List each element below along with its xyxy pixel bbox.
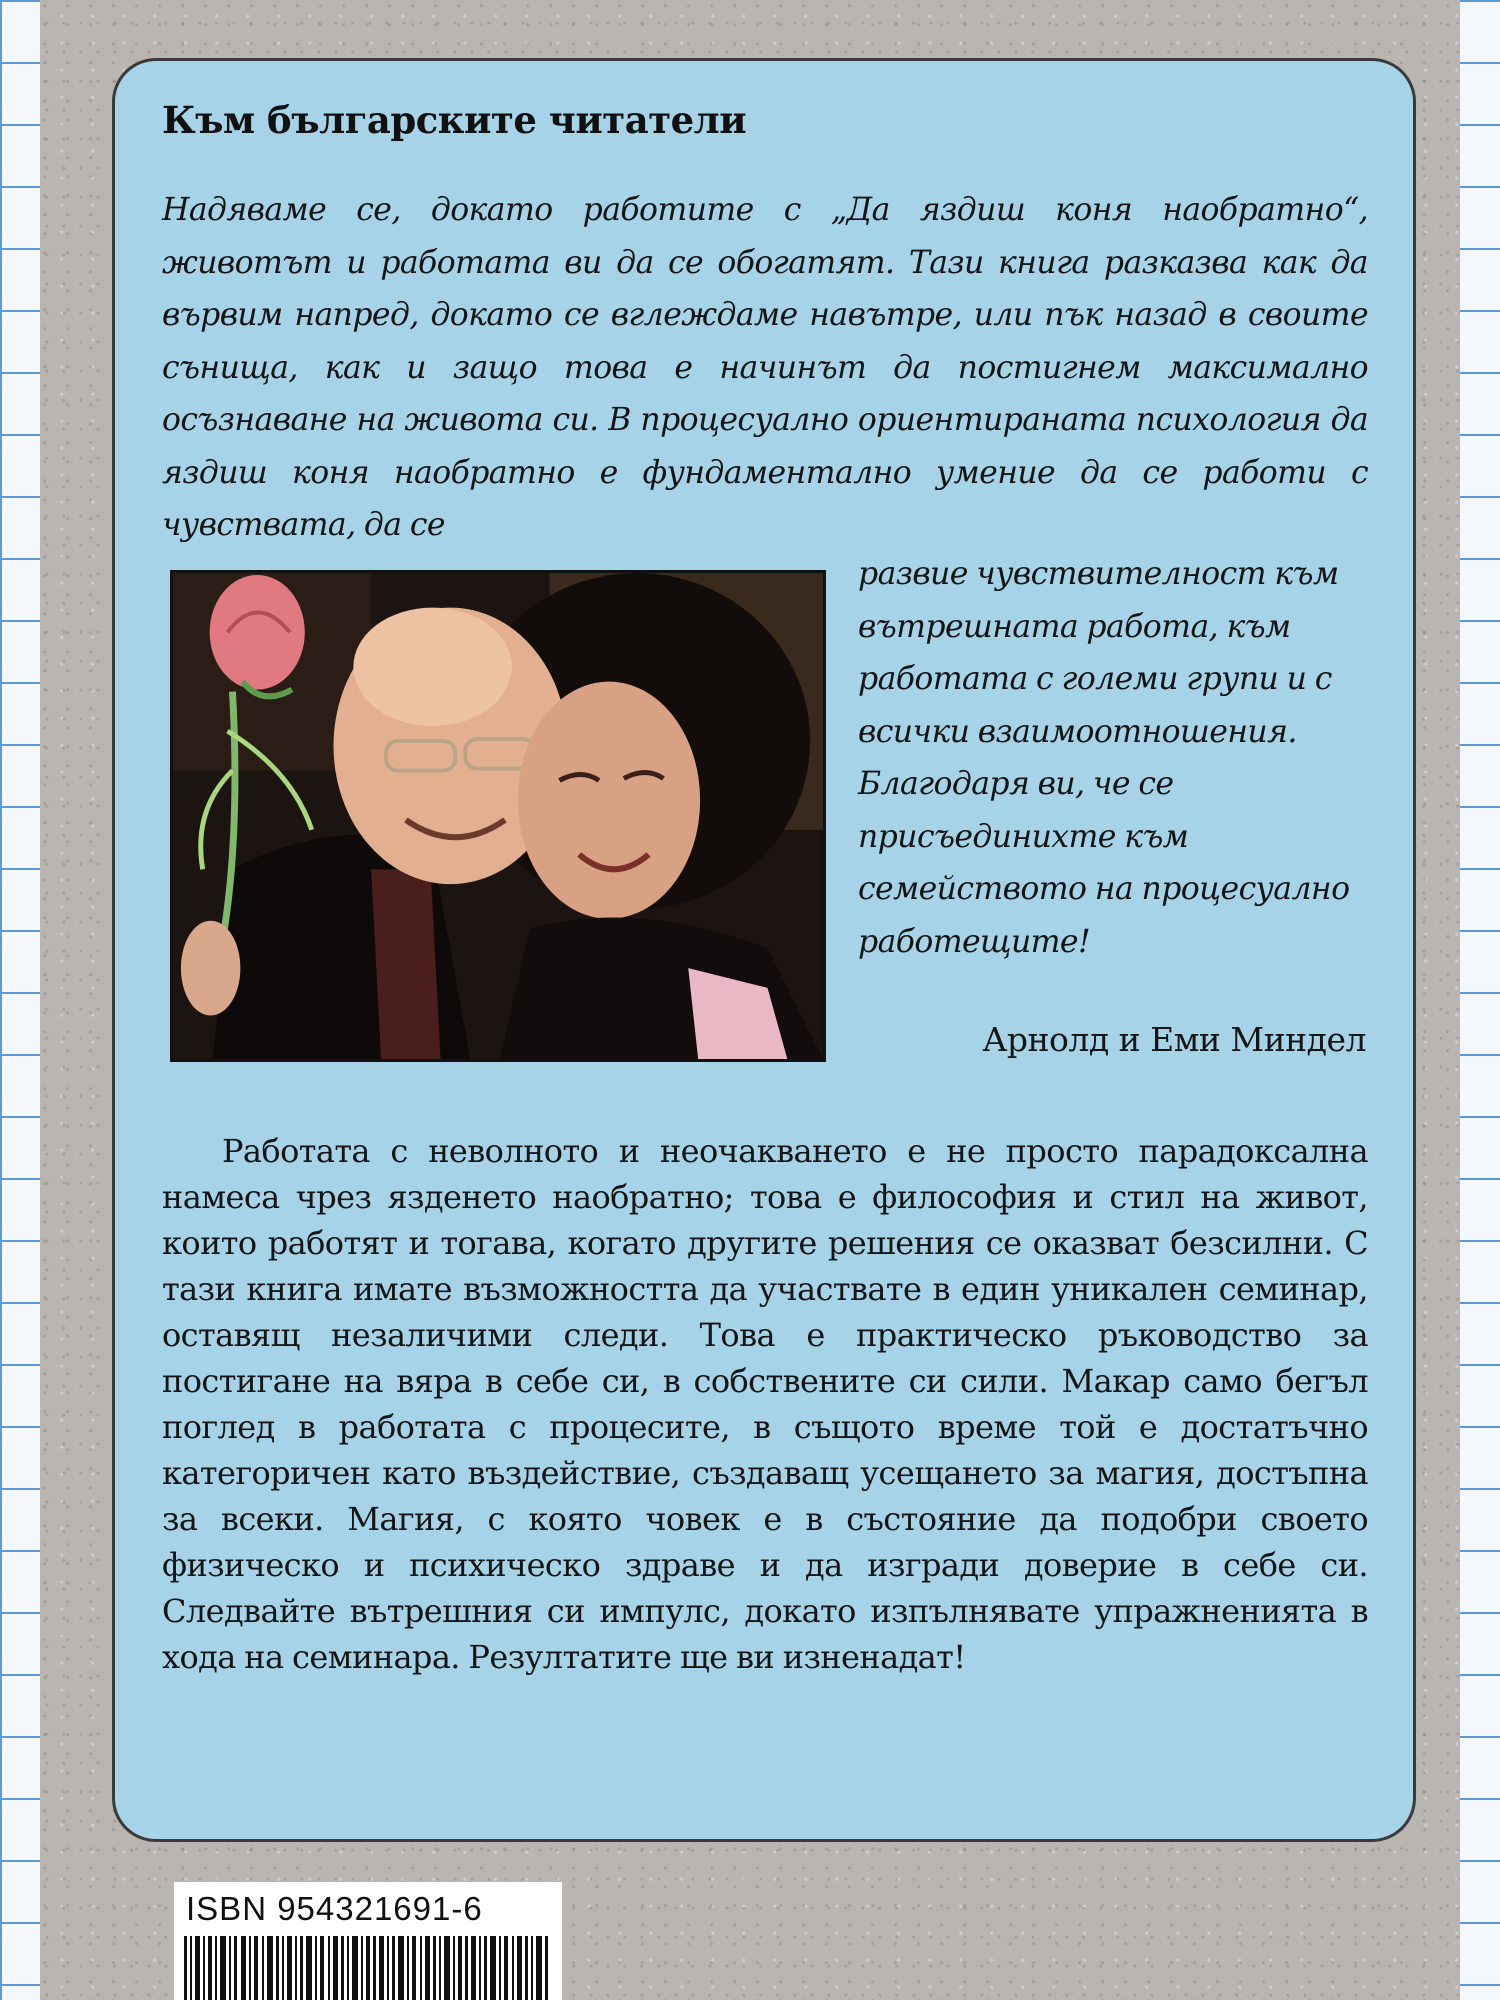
isbn-barcode-label — [174, 1882, 562, 2000]
wrap-paragraph: развие чувствителност към вътрешната работа, към работата с големи групи и с всички взаимоотношения. Благодаря ви, че се присъединихте към семейството на процесуално работещите! — [858, 556, 1350, 960]
notebook-paper-right — [1458, 0, 1500, 2000]
intro-paragraph: Надяваме се, докато работите с „Да яздиш коня наобратно“, животът и работата ви да се обогатят. Тази книга разказва как да вървим напред, докато се вглеждаме навътре, или пък назад в своите сънища, как и защо това е начинът да постигнем максимално осъзнаване на живота си. В процесуално ориентираната психология да яздиш коня наобратно е фундаментално умение да се работи с чувствата, да се — [162, 192, 1368, 543]
signature: Арнолд и Еми Миндел — [982, 1020, 1366, 1059]
barcode-icon — [184, 1936, 552, 2000]
author-photo — [170, 570, 826, 1062]
description-paragraph: Работата с неволното и неочакването е не просто парадоксална намеса чрез язденето наобратно; това е философия и стил на живот, които работят и тогава, когато другите решения се оказват безсилни. С тази книга имате възможността да участвате в един уникален семинар, оставящ незаличими следи. Това е практическо ръководство за постигане на вяра в себе си, в собствените си сили. Макар само бегъл поглед в работата с процесите, в същото време той е достатъчно категоричен като въздействие, създаващ усещането за магия, достъпна за всеки. Магия, с която човек е в състояние да подобри своето физическо и психическо здраве и да изгради доверие в себе си. Следвайте вътрешния си импулс, докато изпълнявате упражненията в хода на семинара. Резултатите ще ви изненадат! — [162, 1132, 1368, 1676]
isbn-number: ISBN 954321691-6 — [186, 1890, 483, 1927]
heading: Към българските читатели — [162, 98, 747, 142]
